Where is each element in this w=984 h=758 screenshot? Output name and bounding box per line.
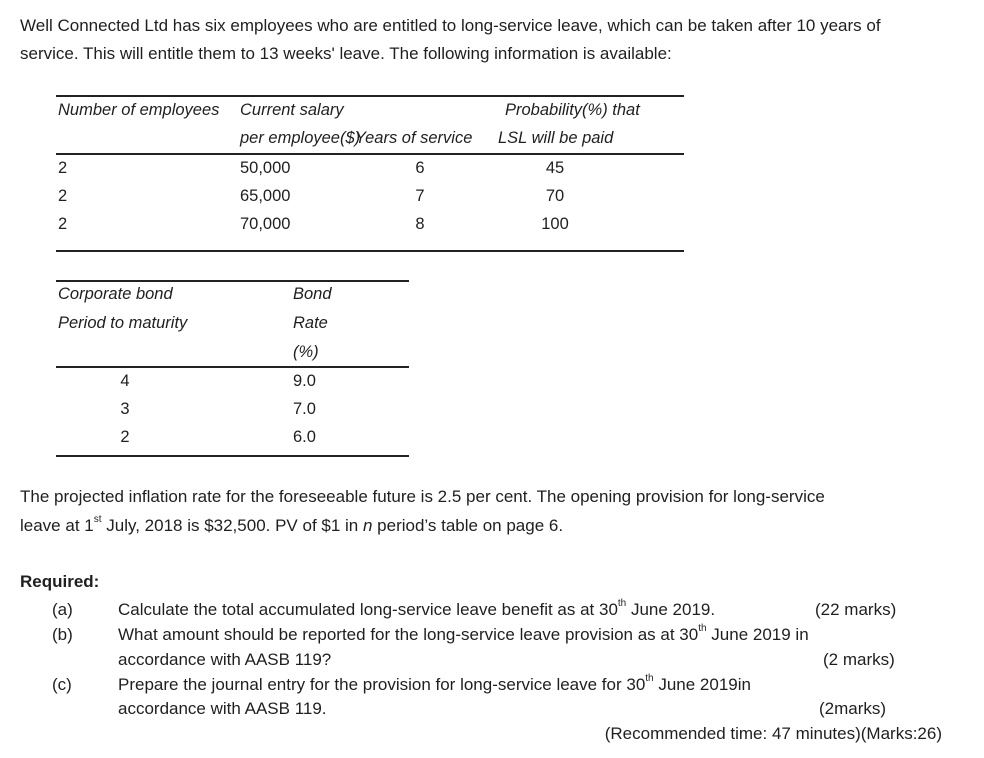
row-1-employees: 2 [58,159,68,177]
bond-header-period-1: Corporate bond [58,285,173,303]
row-2-years: 7 [415,187,425,205]
intro-line-1: Well Connected Ltd has six employees who are entitled to long-service leave, which can be taken after 10 years of [20,16,881,35]
header-salary-2: per employee($) [240,129,361,147]
row-3-probability: 100 [541,215,569,233]
row-1-salary: 50,000 [240,159,291,177]
bond-top-rule [56,280,409,282]
bond-header-rule [56,366,409,368]
header-probability-1: Probability(%) that [505,101,640,119]
bond-row-2-period: 3 [120,400,130,418]
question-a-text: Calculate the total accumulated long-service leave benefit as at 30th June 2019. [118,598,716,619]
inflation-line-2: leave at 1st July, 2018 is $32,500. PV of $1 in n period’s table on page 6. [20,514,564,535]
row-1-years: 6 [415,159,425,177]
intro-line-2: service. This will entitle them to 13 weeks' leave. The following information is available: [20,44,672,63]
row-3-salary: 70,000 [240,215,291,233]
header-employees: Number of employees [58,101,220,119]
required-heading: Required: [20,572,100,591]
row-2-employees: 2 [58,187,68,205]
question-c-label: (c) [52,675,72,694]
recommended-time: (Recommended time: 47 minutes)(Marks:26) [604,724,942,743]
header-probability-2: LSL will be paid [498,129,614,147]
bond-header-rate-2: Rate [293,314,328,332]
bond-bottom-rule [56,455,409,457]
header-years: Years of service [355,129,473,147]
question-a-marks: (22 marks) [815,600,897,619]
row-3-employees: 2 [58,215,68,233]
question-b-label: (b) [52,625,73,644]
bond-row-2-rate: 7.0 [293,400,316,418]
question-b-text-2: accordance with AASB 119? [118,650,332,669]
header-rule [56,153,684,155]
question-b-text: What amount should be reported for the long-service leave provision as at 30th June 2019 in [118,623,809,644]
bond-row-3-period: 2 [120,428,130,446]
table-bottom-rule [56,250,684,252]
bond-row-3-rate: 6.0 [293,428,316,446]
question-a-label: (a) [52,600,73,619]
table-top-rule [56,95,684,97]
bond-header-period-2: Period to maturity [58,314,188,332]
bond-row-1-rate: 9.0 [293,372,316,390]
row-2-salary: 65,000 [240,187,291,205]
header-salary-1: Current salary [240,101,344,119]
question-c-text: Prepare the journal entry for the provision for long-service leave for 30th June 2019in [118,673,751,694]
row-3-years: 8 [415,215,425,233]
bond-header-rate-3: (%) [293,343,319,361]
bond-row-1-period: 4 [120,372,130,390]
bond-header-rate-1: Bond [293,285,332,303]
inflation-line-1: The projected inflation rate for the foreseeable future is 2.5 per cent. The opening provision for long-service [20,487,825,506]
question-c-marks: (2marks) [819,699,887,718]
row-2-probability: 70 [545,187,565,205]
row-1-probability: 45 [545,159,565,177]
question-b-marks: (2 marks) [823,650,895,669]
question-c-text-2: accordance with AASB 119. [118,699,327,718]
